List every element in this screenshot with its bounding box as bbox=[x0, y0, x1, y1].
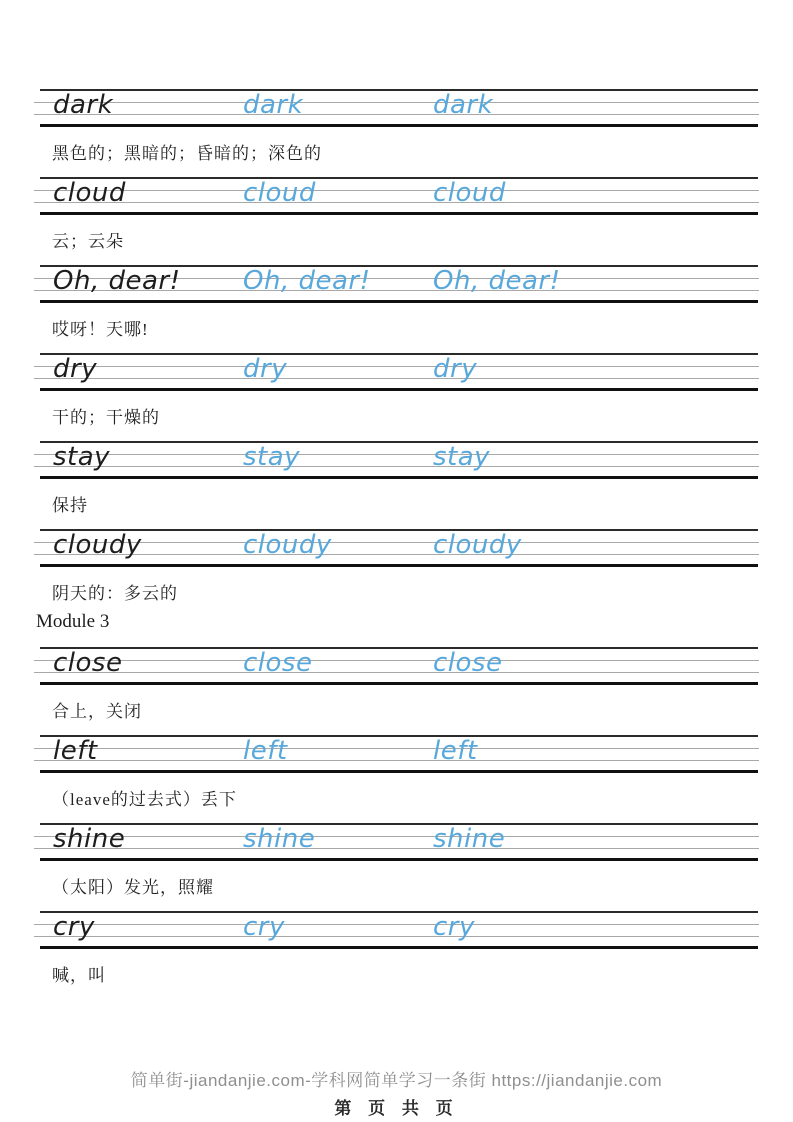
word-trace-2: dry bbox=[433, 354, 478, 384]
word-entry bbox=[0, 647, 793, 722]
word-printed: cry bbox=[53, 912, 95, 942]
guide-line-top bbox=[40, 177, 758, 179]
word-entry bbox=[0, 265, 793, 340]
guide-line-upper-mid bbox=[34, 660, 759, 661]
word-entry bbox=[0, 823, 793, 898]
guide-line-bottom bbox=[40, 770, 758, 773]
word-trace-1: dry bbox=[243, 354, 288, 384]
word-entry bbox=[0, 735, 793, 810]
word-trace-1: cloud bbox=[243, 178, 316, 208]
footer-site-line: 简单街-jiandanjie.com-学科网简单学习一条街 https://jiandanjie.com bbox=[130, 1071, 663, 1090]
word-trace-1: stay bbox=[243, 442, 301, 472]
word-printed: cloud bbox=[53, 178, 126, 208]
word-trace-2: shine bbox=[433, 824, 506, 854]
word-trace-1: Oh, dear! bbox=[243, 266, 371, 296]
word-entry bbox=[0, 529, 793, 634]
word-meaning: （leave的过去式）丢下 bbox=[52, 790, 237, 809]
guide-line-baseline bbox=[34, 848, 759, 849]
word-trace-2: cry bbox=[433, 912, 475, 942]
handwriting-guide bbox=[40, 353, 758, 391]
guide-line-baseline bbox=[34, 672, 759, 673]
word-trace-1: dark bbox=[243, 90, 304, 120]
word-entry-list bbox=[0, 89, 793, 986]
footer-page-line: 第 页 共 页 bbox=[334, 1099, 459, 1118]
guide-line-bottom bbox=[40, 682, 758, 685]
word-trace-2: cloudy bbox=[433, 530, 522, 560]
guide-line-upper-mid bbox=[34, 366, 759, 367]
guide-line-baseline bbox=[34, 554, 759, 555]
guide-line-baseline bbox=[34, 466, 759, 467]
word-trace-1: cloudy bbox=[243, 530, 332, 560]
word-entry bbox=[0, 911, 793, 986]
word-trace-2: dark bbox=[433, 90, 494, 120]
word-meaning: 哎呀！天哪! bbox=[52, 320, 149, 339]
word-meaning: （太阳）发光，照耀 bbox=[52, 878, 214, 897]
guide-line-bottom bbox=[40, 858, 758, 861]
guide-line-baseline bbox=[34, 378, 759, 379]
guide-line-top bbox=[40, 735, 758, 737]
guide-line-bottom bbox=[40, 300, 758, 303]
word-printed: dry bbox=[53, 354, 98, 384]
word-trace-2: left bbox=[433, 736, 478, 766]
word-printed: stay bbox=[53, 442, 111, 472]
word-printed: close bbox=[53, 648, 123, 678]
word-meaning: 阴天的：多云的 bbox=[52, 584, 178, 603]
handwriting-guide bbox=[40, 89, 758, 127]
word-trace-2: close bbox=[433, 648, 503, 678]
guide-line-upper-mid bbox=[34, 102, 759, 103]
guide-line-bottom bbox=[40, 946, 758, 949]
word-printed: shine bbox=[53, 824, 126, 854]
word-meaning: 保持 bbox=[52, 496, 88, 515]
word-meaning: 干的；干燥的 bbox=[52, 408, 160, 427]
word-entry bbox=[0, 353, 793, 428]
word-entry bbox=[0, 89, 793, 164]
handwriting-guide bbox=[40, 911, 758, 949]
guide-line-baseline bbox=[34, 114, 759, 115]
word-trace-2: stay bbox=[433, 442, 491, 472]
guide-line-baseline bbox=[34, 936, 759, 937]
handwriting-guide bbox=[40, 441, 758, 479]
guide-line-upper-mid bbox=[34, 748, 759, 749]
guide-line-upper-mid bbox=[34, 190, 759, 191]
handwriting-guide bbox=[40, 735, 758, 773]
word-printed: left bbox=[53, 736, 98, 766]
guide-line-top bbox=[40, 647, 758, 649]
guide-line-top bbox=[40, 353, 758, 355]
guide-line-baseline bbox=[34, 202, 759, 203]
handwriting-guide bbox=[40, 823, 758, 861]
handwriting-guide bbox=[40, 177, 758, 215]
guide-line-top bbox=[40, 89, 758, 91]
word-trace-1: cry bbox=[243, 912, 285, 942]
word-printed: cloudy bbox=[53, 530, 142, 560]
guide-line-upper-mid bbox=[34, 542, 759, 543]
guide-line-upper-mid bbox=[34, 836, 759, 837]
handwriting-guide bbox=[40, 647, 758, 685]
word-trace-1: shine bbox=[243, 824, 316, 854]
word-trace-2: Oh, dear! bbox=[433, 266, 561, 296]
word-trace-1: close bbox=[243, 648, 313, 678]
handwriting-guide bbox=[40, 265, 758, 303]
guide-line-top bbox=[40, 823, 758, 825]
guide-line-bottom bbox=[40, 388, 758, 391]
guide-line-baseline bbox=[34, 760, 759, 761]
word-printed: dark bbox=[53, 90, 114, 120]
guide-line-top bbox=[40, 911, 758, 913]
word-entry bbox=[0, 177, 793, 252]
guide-line-bottom bbox=[40, 476, 758, 479]
word-trace-1: left bbox=[243, 736, 288, 766]
word-printed: Oh, dear! bbox=[53, 266, 181, 296]
module-heading: Module 3 bbox=[36, 611, 110, 632]
guide-line-bottom bbox=[40, 564, 758, 567]
guide-line-upper-mid bbox=[34, 454, 759, 455]
guide-line-bottom bbox=[40, 124, 758, 127]
word-entry bbox=[0, 441, 793, 516]
guide-line-top bbox=[40, 529, 758, 531]
word-meaning: 合上，关闭 bbox=[52, 702, 142, 721]
guide-line-top bbox=[40, 441, 758, 443]
guide-line-upper-mid bbox=[34, 924, 759, 925]
word-meaning: 黑色的；黑暗的；昏暗的；深色的 bbox=[52, 144, 322, 163]
handwriting-guide bbox=[40, 529, 758, 567]
word-trace-2: cloud bbox=[433, 178, 506, 208]
guide-line-bottom bbox=[40, 212, 758, 215]
word-meaning: 云；云朵 bbox=[52, 232, 124, 251]
word-meaning: 喊，叫 bbox=[52, 966, 106, 985]
